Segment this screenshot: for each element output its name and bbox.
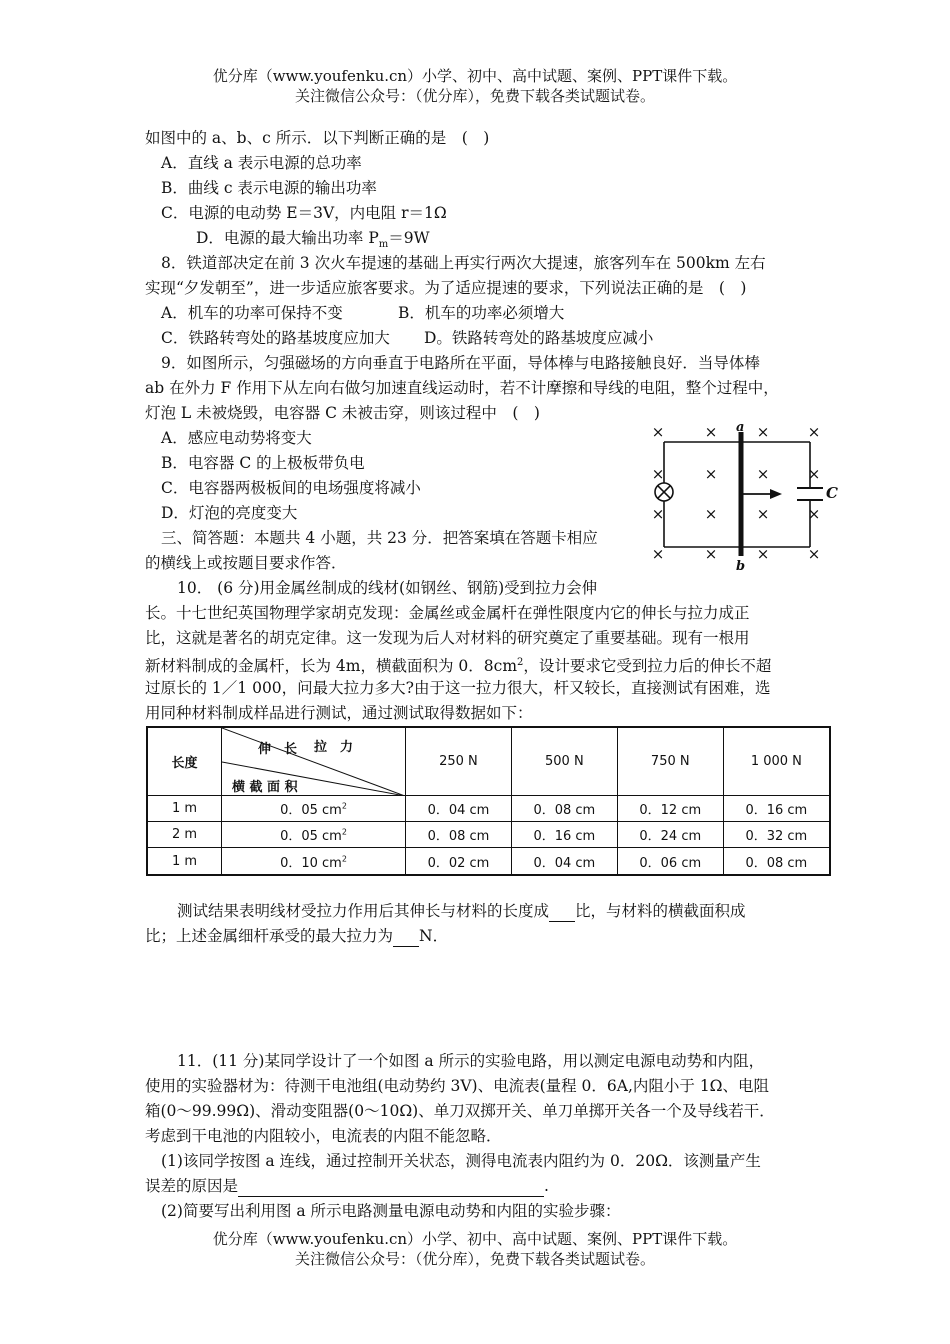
section3-line-2: 的横线上或按题目要求作答． bbox=[145, 554, 347, 572]
q10-line-1: 10． (6 分)用金属丝制成的线材(如钢丝、钢筋)受到拉力会伸 bbox=[177, 579, 598, 597]
q9-option-c: C．电容器两极板间的电场强度将减小 bbox=[161, 479, 421, 497]
q7-option-c: C．电源的电动势 E＝3V，内电阻 r＝1Ω bbox=[161, 204, 447, 222]
field-cross: × bbox=[807, 505, 821, 523]
diag-label-elongation: 伸 长 bbox=[258, 742, 298, 757]
q11-part1-line-1: (1)该同学按图 a 连线，通过控制开关状态，测得电流表内阻约为 0．20Ω．该测量产生 bbox=[161, 1152, 761, 1170]
q8-option-b: B．机车的功率必须增大 bbox=[398, 304, 565, 322]
q11-part2: (2)简要写出利用图 a 所示电路测量电源电动势和内阻的实验步骤： bbox=[161, 1202, 621, 1220]
field-cross: × bbox=[807, 465, 821, 483]
cell-value: 0．08 cm bbox=[723, 848, 830, 875]
cell-value: 0．12 cm bbox=[617, 795, 723, 821]
field-cross: × bbox=[651, 423, 665, 441]
q10-result-line-1: 测试结果表明线材受拉力作用后其伸长与材料的长度成 比，与材料的横截面积成 bbox=[177, 902, 746, 920]
cell-length: 1 m bbox=[147, 848, 222, 875]
q10-result-line-2: 比；上述金属细杆承受的最大拉力为 N． bbox=[145, 927, 449, 945]
table-row bbox=[147, 821, 830, 847]
cell-length: 1 m bbox=[147, 795, 222, 821]
table-row bbox=[147, 848, 830, 875]
diag-label-area: 横 截 面 积 bbox=[232, 780, 298, 795]
field-cross: × bbox=[807, 423, 821, 441]
header-force: 1 000 N bbox=[723, 727, 830, 795]
q7-option-a: A．直线 a 表示电源的总功率 bbox=[161, 154, 362, 172]
table-header-row bbox=[147, 727, 830, 795]
cell-value: 0．04 cm bbox=[511, 848, 617, 875]
field-cross: × bbox=[704, 545, 718, 563]
field-cross: × bbox=[704, 505, 718, 523]
q9-line-2: ab 在外力 F 作用下从左向右做匀加速直线运动时，若不计摩擦和导线的电阻，整个过程中， bbox=[145, 379, 779, 397]
q8-option-c: C．铁路转弯处的路基坡度应加大 bbox=[161, 329, 390, 347]
q10-line-5: 过原长的 1／1 000，问最大拉力多大?由于这一拉力很大，杆又较长，直接测试有困难，选 bbox=[145, 679, 771, 697]
cell-area: 0．05 $cm^2$ bbox=[222, 795, 406, 821]
header-force: 750 N bbox=[617, 727, 723, 795]
q7-option-d: D．电源的最大输出功率 $P_m=9W$ bbox=[196, 229, 430, 251]
q7-stem: 如图中的 a、b、c 所示．以下判断正确的是 ( ) bbox=[145, 129, 490, 147]
cell-value: 0．24 cm bbox=[617, 821, 723, 847]
label-c: C bbox=[826, 484, 838, 502]
field-cross: × bbox=[756, 465, 770, 483]
table-row bbox=[147, 795, 830, 821]
data-table bbox=[146, 726, 831, 876]
q11-line-4: 考虑到干电池的内阻较小，电流表的内阻不能忽略． bbox=[145, 1127, 502, 1145]
field-cross: × bbox=[651, 505, 665, 523]
q10-line-4: 新材料制成的金属杆，长为 4m，横截面积为 0．$8cm^2$，设计要求它受到拉力后的伸长不超 bbox=[145, 657, 772, 676]
force-arrow-icon bbox=[743, 489, 782, 499]
q9-option-a: A．感应电动势将变大 bbox=[161, 429, 312, 447]
header-diagonal-cell bbox=[222, 727, 406, 795]
blank-3[interactable] bbox=[238, 1176, 544, 1197]
footer-line-1: 优分库（www.youfenku.cn）小学、初中、高中试题、案例、PPT课件下载。 bbox=[212, 1230, 738, 1248]
cell-area: 0．10 $cm^2$ bbox=[222, 848, 406, 875]
cell-value: 0．08 cm bbox=[511, 795, 617, 821]
cell-area: 0．05 $cm^2$ bbox=[222, 821, 406, 847]
field-cross: × bbox=[756, 423, 770, 441]
q7-option-b: B．曲线 c 表示电源的输出功率 bbox=[161, 179, 377, 197]
header-line-1: 优分库（www.youfenku.cn）小学、初中、高中试题、案例、PPT课件下载。 bbox=[212, 67, 738, 85]
section3-line-1: 三、简答题：本题共 4 小题，共 23 分．把答案填在答题卡相应 bbox=[161, 529, 598, 547]
q8-option-d: D。铁路转弯处的路基坡度应减小 bbox=[424, 329, 654, 347]
cell-value: 0．06 cm bbox=[617, 848, 723, 875]
q11-part1-line-2: 误差的原因是 . bbox=[145, 1177, 549, 1195]
cell-value: 0．16 cm bbox=[723, 795, 830, 821]
q11-line-1: 11．(11 分)某同学设计了一个如图 a 所示的实验电路，用以测定电源电动势和内阻， bbox=[177, 1052, 765, 1070]
cell-length: 2 m bbox=[147, 821, 222, 847]
cell-value: 0．32 cm bbox=[723, 821, 830, 847]
q8-line-2: 实现“夕发朝至”，进一步适应旅客要求。为了适应提速的要求，下列说法正确的是 ( ) bbox=[145, 279, 747, 297]
cell-value: 0．04 cm bbox=[406, 795, 512, 821]
label-a: a bbox=[736, 420, 745, 435]
q11-line-3: 箱(0～99.99Ω)、滑动变阻器(0～10Ω)、单刀双掷开关、单刀单掷开关各一个及导线若干． bbox=[145, 1102, 775, 1120]
header-line-2: 关注微信公众号：（优分库），免费下载各类试题试卷。 bbox=[294, 87, 655, 105]
q9-option-d: D．灯泡的亮度变大 bbox=[161, 504, 298, 522]
header-force: 250 N bbox=[406, 727, 512, 795]
circuit-figure bbox=[642, 420, 842, 575]
diag-label-force: 拉 力 bbox=[314, 740, 354, 755]
cell-value: 0．08 cm bbox=[406, 821, 512, 847]
field-cross: × bbox=[756, 505, 770, 523]
cell-value: 0．16 cm bbox=[511, 821, 617, 847]
header-length: 长度 bbox=[147, 727, 222, 795]
cell-value: 0．02 cm bbox=[406, 848, 512, 875]
field-cross: × bbox=[704, 465, 718, 483]
capacitor-icon bbox=[797, 488, 823, 500]
q11-line-2: 使用的实验器材为：待测干电池组(电动势约 3V)、电流表(量程 0．6A,内阻小于 1Ω、电阻 bbox=[145, 1077, 770, 1095]
lamp-icon bbox=[655, 483, 673, 501]
label-b: b bbox=[736, 559, 746, 574]
q8-line-1: 8．铁道部决定在前 3 次火车提速的基础上再实行两次大提速，旅客列车在 500km 左右 bbox=[161, 254, 766, 272]
q10-line-3: 比，这就是著名的胡克定律。这一发现为后人对材料的研究奠定了重要基础。现有一根用 bbox=[145, 629, 750, 647]
q10-line-2: 长。十七世纪英国物理学家胡克发现：金属丝或金属杆在弹性限度内它的伸长与拉力成正 bbox=[145, 604, 750, 622]
field-cross: × bbox=[756, 545, 770, 563]
header-force: 500 N bbox=[511, 727, 617, 795]
field-cross: × bbox=[651, 465, 665, 483]
field-cross: × bbox=[807, 545, 821, 563]
q9-line-1: 9．如图所示，匀强磁场的方向垂直于电路所在平面，导体棒与电路接触良好．当导体棒 bbox=[161, 354, 760, 372]
q10-line-6: 用同种材料制成样品进行测试，通过测试取得数据如下： bbox=[145, 704, 533, 722]
field-cross: × bbox=[704, 423, 718, 441]
footer-line-2: 关注微信公众号：（优分库），免费下载各类试题试卷。 bbox=[294, 1250, 655, 1268]
blank-1[interactable] bbox=[549, 901, 575, 922]
q8-option-a: A．机车的功率可保持不变 bbox=[161, 304, 343, 322]
blank-2[interactable] bbox=[393, 926, 419, 947]
q9-option-b: B．电容器 C 的上极板带负电 bbox=[161, 454, 365, 472]
q9-line-3: 灯泡 L 未被烧毁，电容器 C 未被击穿，则该过程中 ( ) bbox=[145, 404, 540, 422]
field-cross: × bbox=[651, 545, 665, 563]
